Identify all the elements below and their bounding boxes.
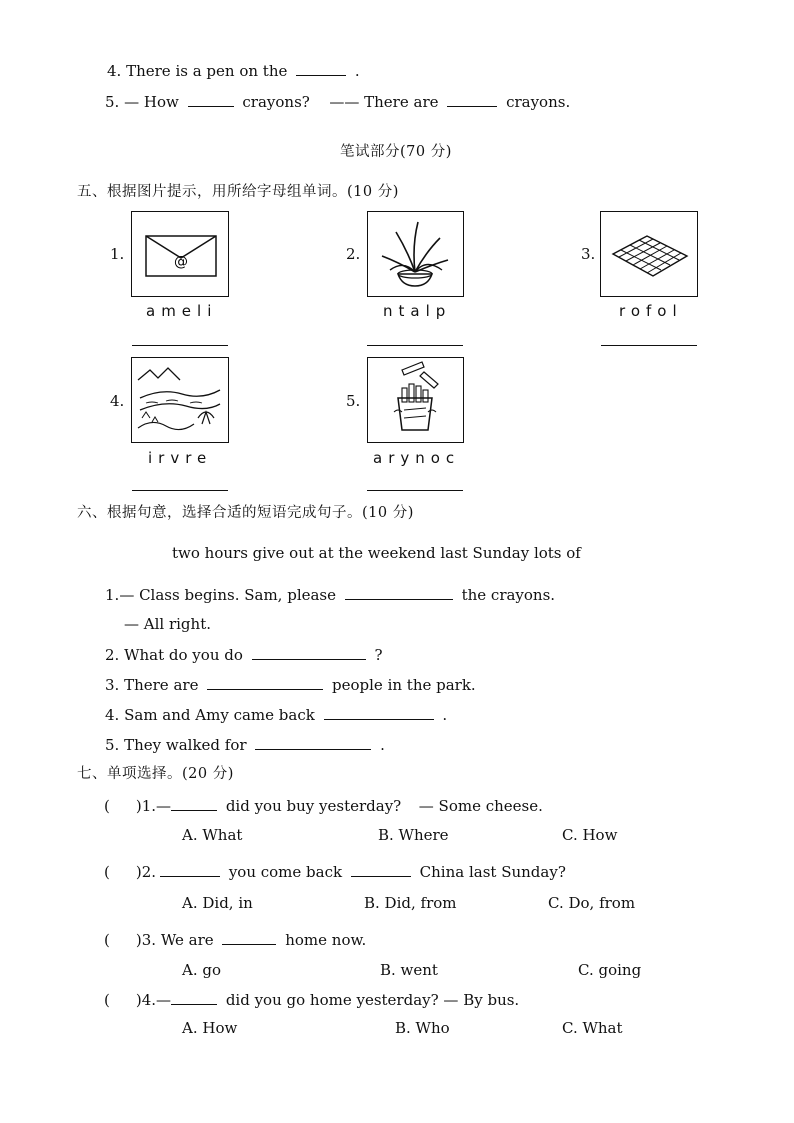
- option-a[interactable]: A. Did, in: [182, 894, 253, 912]
- section5-title: 五、根据图片提示，用所给字母组单词。(10 分): [77, 184, 399, 200]
- scrambled-letters: ntalp: [383, 302, 452, 320]
- option-c[interactable]: C. How: [562, 826, 618, 844]
- option-b[interactable]: B. Did, from: [364, 894, 457, 912]
- choice-question-1: ( )1.— did you buy yesterday? — Some cheese.: [104, 797, 543, 815]
- answer-blank[interactable]: [207, 688, 323, 690]
- answer-line[interactable]: [367, 490, 463, 491]
- answer-blank[interactable]: [296, 74, 346, 76]
- plant-icon: [368, 212, 463, 296]
- answer-blank[interactable]: [351, 875, 411, 877]
- section6-question-5: 5. They walked for .: [105, 736, 385, 754]
- floor-picture: [600, 211, 698, 297]
- floor-icon: [601, 212, 697, 296]
- choice-question-4: ( )4.— did you go home yesterday? — By bus.: [104, 991, 520, 1009]
- answer-blank[interactable]: [188, 105, 234, 107]
- crayons-icon: [368, 358, 463, 442]
- scrambled-letters: rofol: [619, 302, 683, 320]
- section6-question-1-reply: — All right.: [124, 615, 211, 633]
- answer-blank[interactable]: [447, 105, 497, 107]
- answer-line[interactable]: [601, 345, 697, 346]
- answer-blank[interactable]: [345, 598, 453, 600]
- item-number: 4.: [110, 392, 125, 410]
- section6-question-1: 1.— Class begins. Sam, please the crayons.: [105, 586, 556, 604]
- answer-blank[interactable]: [171, 1003, 217, 1005]
- section7-title: 七、单项选择。(20 分): [77, 766, 234, 782]
- river-picture: [131, 357, 229, 443]
- choice-question-2: ( )2. you come back China last Sunday?: [104, 863, 566, 881]
- option-c[interactable]: C. Do, from: [548, 894, 636, 912]
- answer-blank[interactable]: [252, 658, 366, 660]
- item-number: 2.: [346, 245, 361, 263]
- answer-blank[interactable]: [222, 943, 276, 945]
- option-c[interactable]: C. What: [562, 1019, 623, 1037]
- envelope-picture: [131, 211, 229, 297]
- river-icon: [132, 358, 228, 442]
- scrambled-letters: arynoc: [373, 449, 461, 467]
- section6-question-3: 3. There are people in the park.: [105, 676, 476, 694]
- option-a[interactable]: A. How: [182, 1019, 238, 1037]
- svg-text:@: @: [174, 254, 188, 270]
- option-b[interactable]: B. Where: [378, 826, 449, 844]
- section6-question-4: 4. Sam and Amy came back .: [105, 706, 448, 724]
- item-number: 1.: [110, 245, 125, 263]
- choice-question-3: ( )3. We are home now.: [104, 931, 367, 949]
- answer-line[interactable]: [132, 345, 228, 346]
- answer-blank[interactable]: [324, 718, 434, 720]
- item-number: 3.: [581, 245, 596, 263]
- option-a[interactable]: A. What: [182, 826, 243, 844]
- option-b[interactable]: B. Who: [395, 1019, 450, 1037]
- item-number: 5.: [346, 392, 361, 410]
- option-a[interactable]: A. go: [182, 961, 222, 979]
- scrambled-letters: ameli: [146, 302, 218, 320]
- answer-blank[interactable]: [255, 748, 371, 750]
- written-part-title: 笔试部分(70 分): [340, 144, 452, 160]
- option-b[interactable]: B. went: [380, 961, 438, 979]
- answer-blank[interactable]: [171, 809, 217, 811]
- plant-picture: [367, 211, 464, 297]
- top-question-4: 4. There is a pen on the .: [107, 62, 360, 80]
- envelope-icon: [132, 212, 228, 296]
- answer-line[interactable]: [132, 490, 228, 491]
- scrambled-letters: irvre: [148, 449, 213, 467]
- section6-title: 六、根据句意，选择合适的短语完成句子。(10 分): [77, 505, 414, 521]
- answer-blank[interactable]: [160, 875, 220, 877]
- option-c[interactable]: C. going: [578, 961, 642, 979]
- word-bank: two hours give out at the weekend last Sunday lots of: [172, 544, 581, 562]
- crayons-picture: [367, 357, 464, 443]
- top-question-5: 5. — How crayons? —— There are crayons.: [105, 93, 571, 111]
- answer-line[interactable]: [367, 345, 463, 346]
- section6-question-2: 2. What do you do ?: [105, 646, 383, 664]
